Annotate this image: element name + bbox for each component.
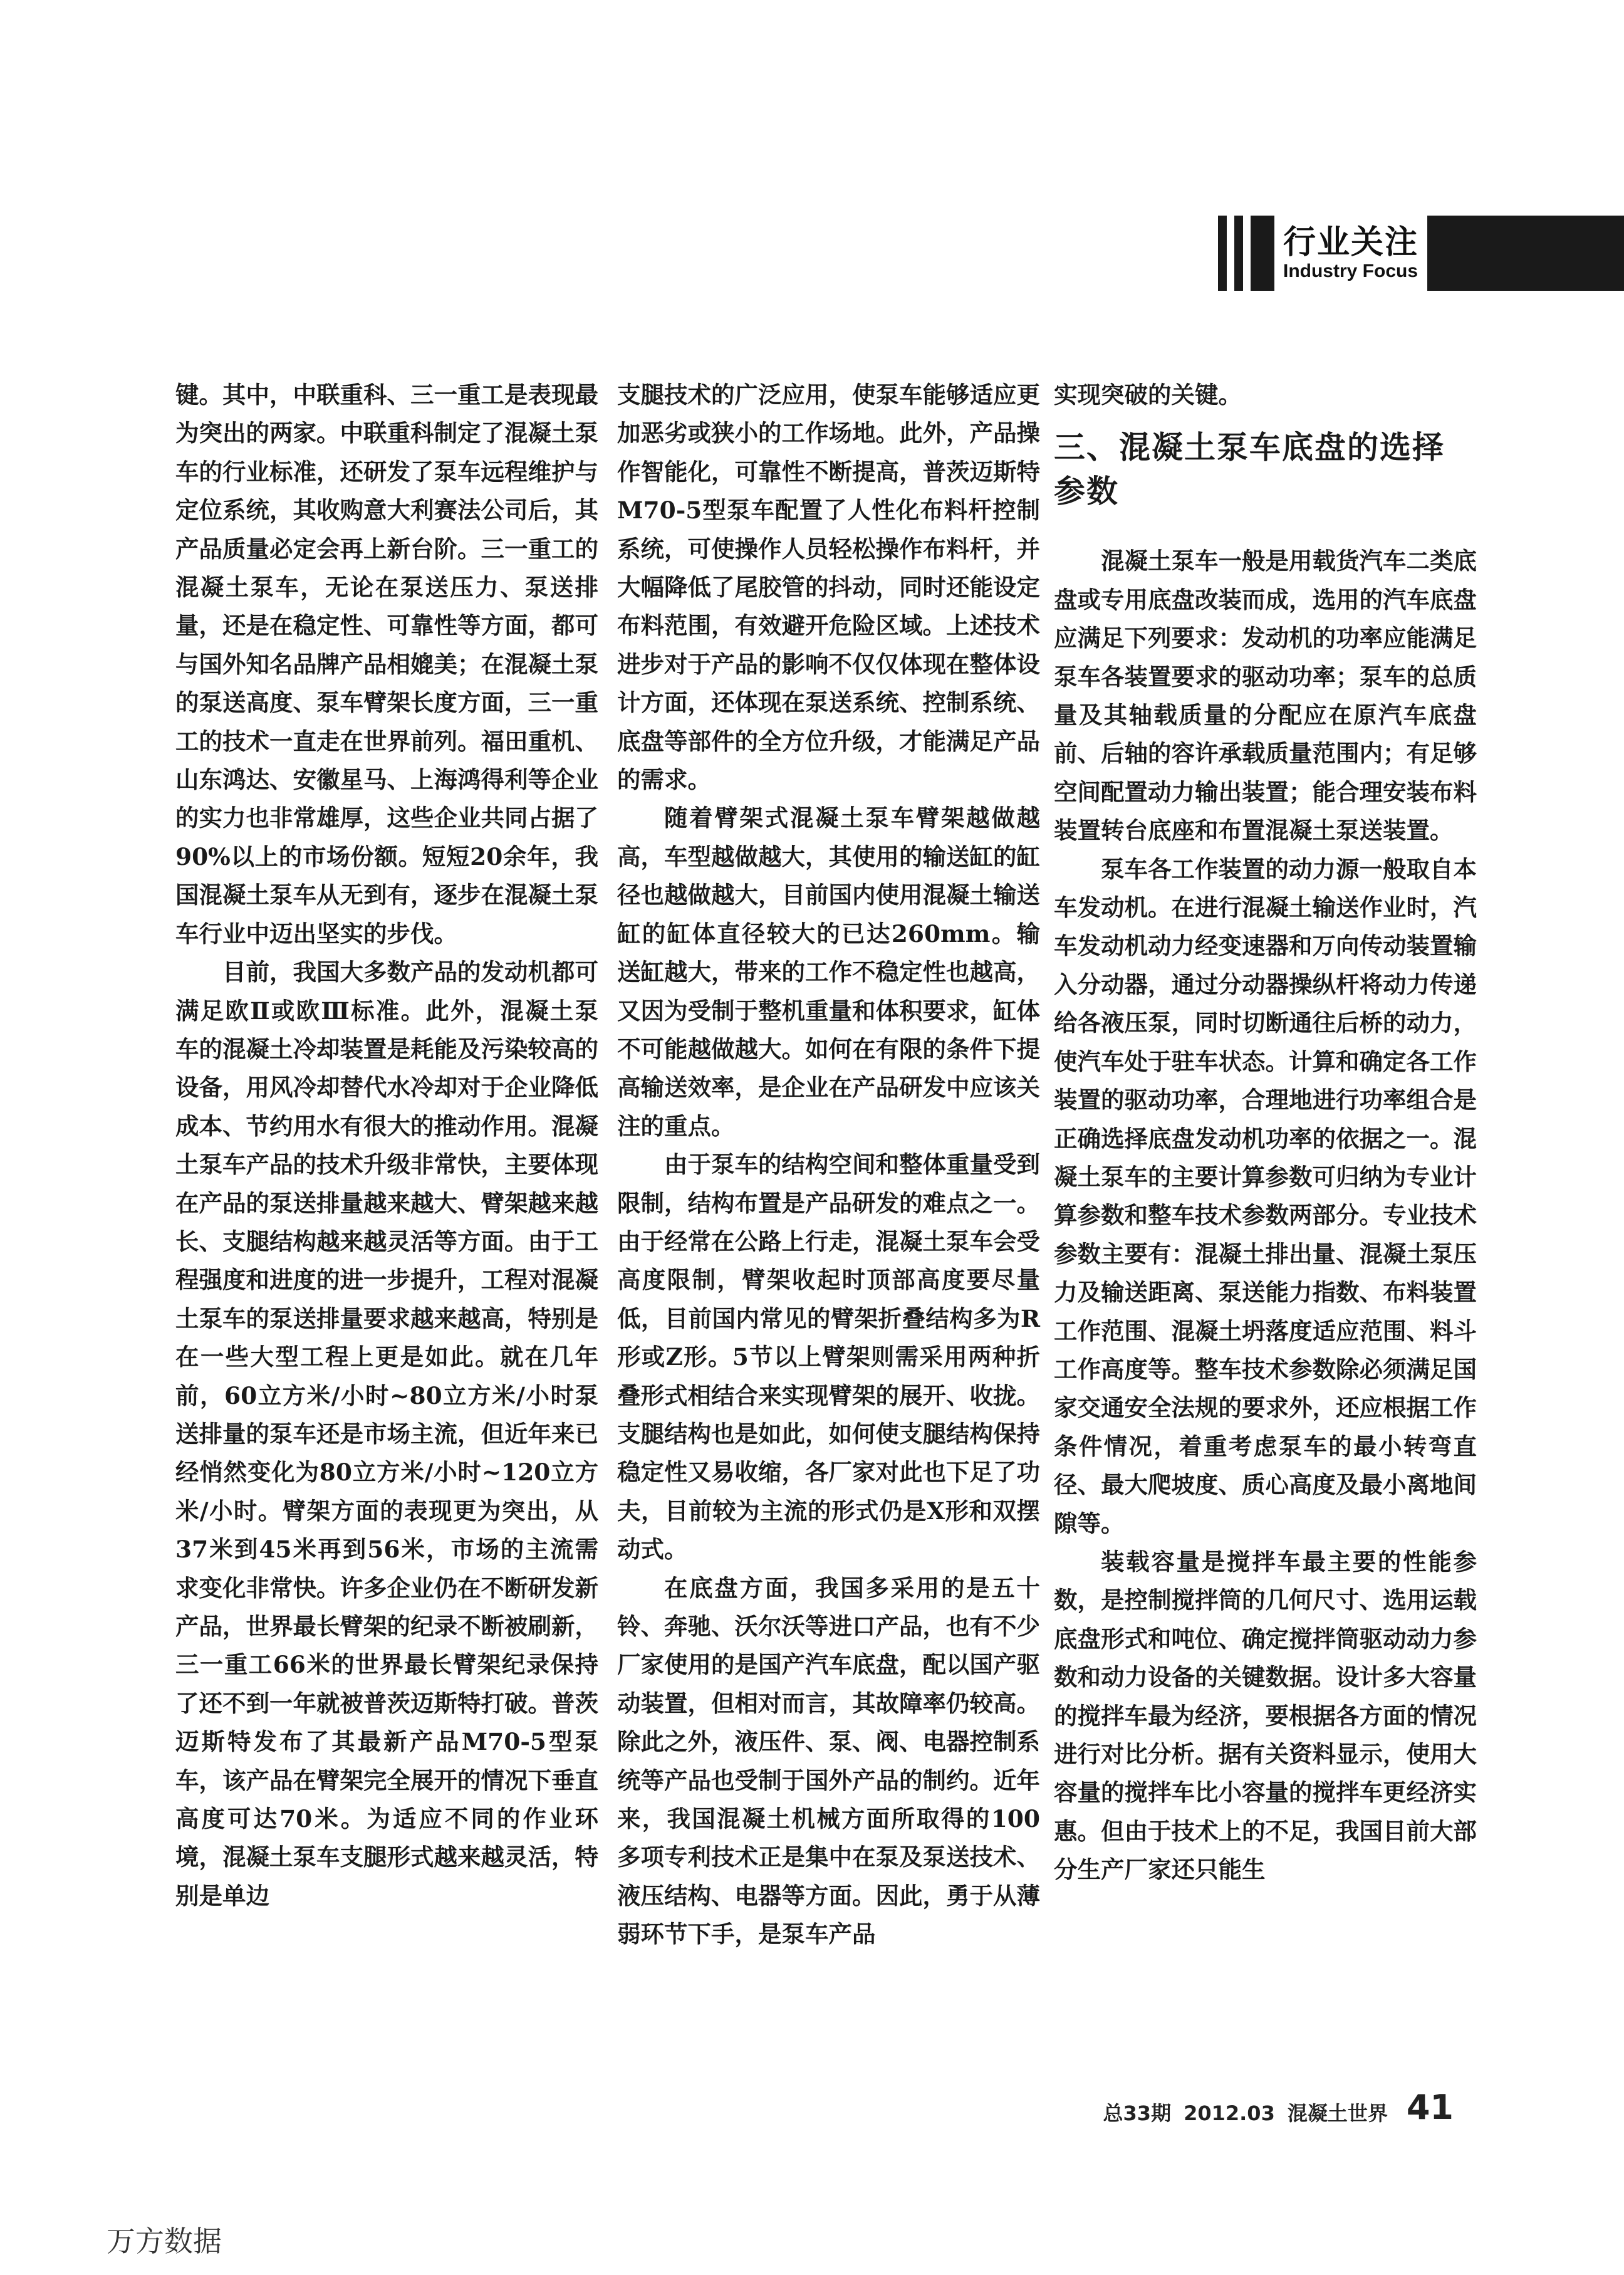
header-black-block: [1427, 216, 1624, 291]
text-column-2: [617, 376, 1040, 1954]
section-title-en: Industry Focus: [1283, 261, 1418, 281]
footer-issue: 总33期: [1103, 2101, 1172, 2125]
paragraph: 泵车各工作装置的动力源一般取自本车发动机。在进行混凝土输送作业时，汽车发动机动力经变速器和万向传动装置输入分动器，通过分动器操纵杆将动力传递给各液压泵，同时切断通往后桥的动力，使汽车处于驻车状态。计算和确定各工作装置的驱动功率，合理地进行功率组合是正确选择底盘发动机功率的依据之一。混凝土泵车的主要计算参数可归纳为专业计算参数和整车技术参数两部分。专业技术参数主要有：混凝土排出量、混凝土泵压力及输送距离、泵送能力指数、布料装置工作范围、混凝土坍落度适应范围、料斗工作高度等。整车技术参数除必须满足国家交通安全法规的要求外，还应根据工作条件情况，着重考虑泵车的最小转弯直径、最大爬坡度、质心高度及最小离地间隙等。: [1054, 855, 1477, 1537]
header-stripe-2: [1234, 216, 1243, 291]
page-number: 41: [1406, 2088, 1454, 2127]
paragraph: 由于泵车的结构空间和整体重量受到限制，结构布置是产品研发的难点之一。由于经常在公路上行走，混凝土泵车会受高度限制，臂架收起时顶部高度要尽量低，目前国内常见的臂架折叠结构多为R形或Z形。5节以上臂架则需采用两种折叠形式相结合来实现臂架的展开、收拢。支腿结构也是如此，如何使支腿结构保持稳定性又易收缩，各厂家对此也下足了功夫，目前较为主流的形式仍是X形和双摆动式。: [617, 1151, 1040, 1564]
paragraph: 装载容量是搅拌车最主要的性能参数，是控制搅拌筒的几何尺寸、选用运载底盘形式和吨位、确定搅拌筒驱动动力参数和动力设备的关键数据。设计多大容量的搅拌车最为经济，要根据各方面的情况进行对比分析。据有关资料显示，使用大容量的搅拌车比小容量的搅拌车更经济实惠。但由于技术上的不足，我国目前大部分生产厂家还只能生: [1054, 1547, 1477, 1884]
page-footer: [1053, 2076, 1454, 2126]
paragraph: 键。其中，中联重科、三一重工是表现最为突出的两家。中联重科制定了混凝土泵车的行业标准，还研发了泵车远程维护与定位系统，其收购意大利赛法公司后，其产品质量必定会再上新台阶。三一重工的混凝土泵车，无论在泵送压力、泵送排量，还是在稳定性、可靠性等方面，都可与国外知名品牌产品相媲美；在混凝土泵的泵送高度、泵车臂架长度方面，三一重工的技术一直走在世界前列。福田重机、山东鸿达、安徽星马、上海鸿得利等企业的实力也非常雄厚，这些企业共同占据了90%以上的市场份额。短短20余年，我国混凝土泵车从无到有，逐步在混凝土泵车行业中迈出坚实的步伐。: [175, 381, 598, 948]
footer-magazine: 混凝土世界: [1287, 2101, 1388, 2125]
paragraph: 实现突破的关键。: [1054, 381, 1242, 409]
text-column-3: [1054, 376, 1477, 1890]
header-stripe-3: [1251, 216, 1274, 291]
section-title-zh: 行业关注: [1283, 224, 1419, 261]
section-heading: 三、混凝土泵车底盘的选择参数: [1054, 429, 1445, 510]
paragraph: 混凝土泵车一般是用载货汽车二类底盘或专用底盘改装而成，选用的汽车底盘应满足下列要求：发动机的功率应能满足泵车各装置要求的驱动功率；泵车的总质量及其轴载质量的分配应在原汽车底盘前、后轴的容许承载质量范围内；有足够空间配置动力输出装置；能合理安装布料装置转台底座和布置混凝土泵送装置。: [1054, 547, 1477, 845]
header-stripe-1: [1218, 216, 1227, 291]
footer-date: 2012.03: [1184, 2101, 1275, 2125]
paragraph: 在底盘方面，我国多采用的是五十铃、奔驰、沃尔沃等进口产品，也有不少厂家使用的是国产汽车底盘，配以国产驱动装置，但相对而言，其故障率仍较高。除此之外，液压件、泵、阀、电器控制系统等产品也受制于国外产品的制约。近年来，我国混凝土机械方面所取得的100多项专利技术正是集中在泵及泵送技术、液压结构、电器等方面。因此，勇于从薄弱环节下手，是泵车产品: [617, 1574, 1040, 1948]
section-header: [1218, 216, 1624, 291]
paragraph: 支腿技术的广泛应用，使泵车能够适应更加恶劣或狭小的工作场地。此外，产品操作智能化，可靠性不断提高，普茨迈斯特M70-5型泵车配置了人性化布料杆控制系统，可使操作人员轻松操作布料杆，并大幅降低了尾胶管的抖动，同时还能设定布料范围，有效避开危险区域。上述技术进步对于产品的影响不仅仅体现在整体设计方面，还体现在泵送系统、控制系统、底盘等部件的全方位升级，才能满足产品的需求。: [617, 381, 1040, 794]
paragraph: 随着臂架式混凝土泵车臂架越做越高，车型越做越大，其使用的输送缸的缸径也越做越大，目前国内使用混凝土输送缸的缸体直径较大的已达260mm。输送缸越大，带来的工作不稳定性也越高，又因为受制于整机重量和体积要求，缸体不可能越做越大。如何在有限的条件下提高输送效率，是企业在产品研发中应该关注的重点。: [617, 804, 1040, 1140]
paragraph: 目前，我国大多数产品的发动机都可满足欧Ⅱ或欧Ⅲ标准。此外，混凝土泵车的混凝土冷却装置是耗能及污染较高的设备，用风冷却替代水冷却对于企业降低成本、节约用水有很大的推动作用。混凝土泵车产品的技术升级非常快，主要体现在产品的泵送排量越来越大、臂架越来越长、支腿结构越来越灵活等方面。由于工程强度和进度的进一步提升，工程对混凝土泵车的泵送排量要求越来越高，特别是在一些大型工程上更是如此。就在几年前，60立方米/小时~80立方米/小时泵送排量的泵车还是市场主流，但近年来已经悄然变化为80立方米/小时~120立方米/小时。臂架方面的表现更为突出，从37米到45米再到56米，市场的主流需求变化非常快。许多企业仍在不断研发新产品，世界最长臂架的纪录不断被刷新，三一重工66米的世界最长臂架纪录保持了还不到一年就被普茨迈斯特打破。普茨迈斯特发布了其最新产品M70-5型泵车，该产品在臂架完全展开的情况下垂直高度可达70米。为适应不同的作业环境，混凝土泵车支腿形式越来越灵活，特别是单边: [175, 958, 598, 1910]
text-column-1: [175, 376, 598, 1915]
watermark: 万方数据: [107, 2224, 222, 2258]
header-label: [1283, 216, 1427, 291]
